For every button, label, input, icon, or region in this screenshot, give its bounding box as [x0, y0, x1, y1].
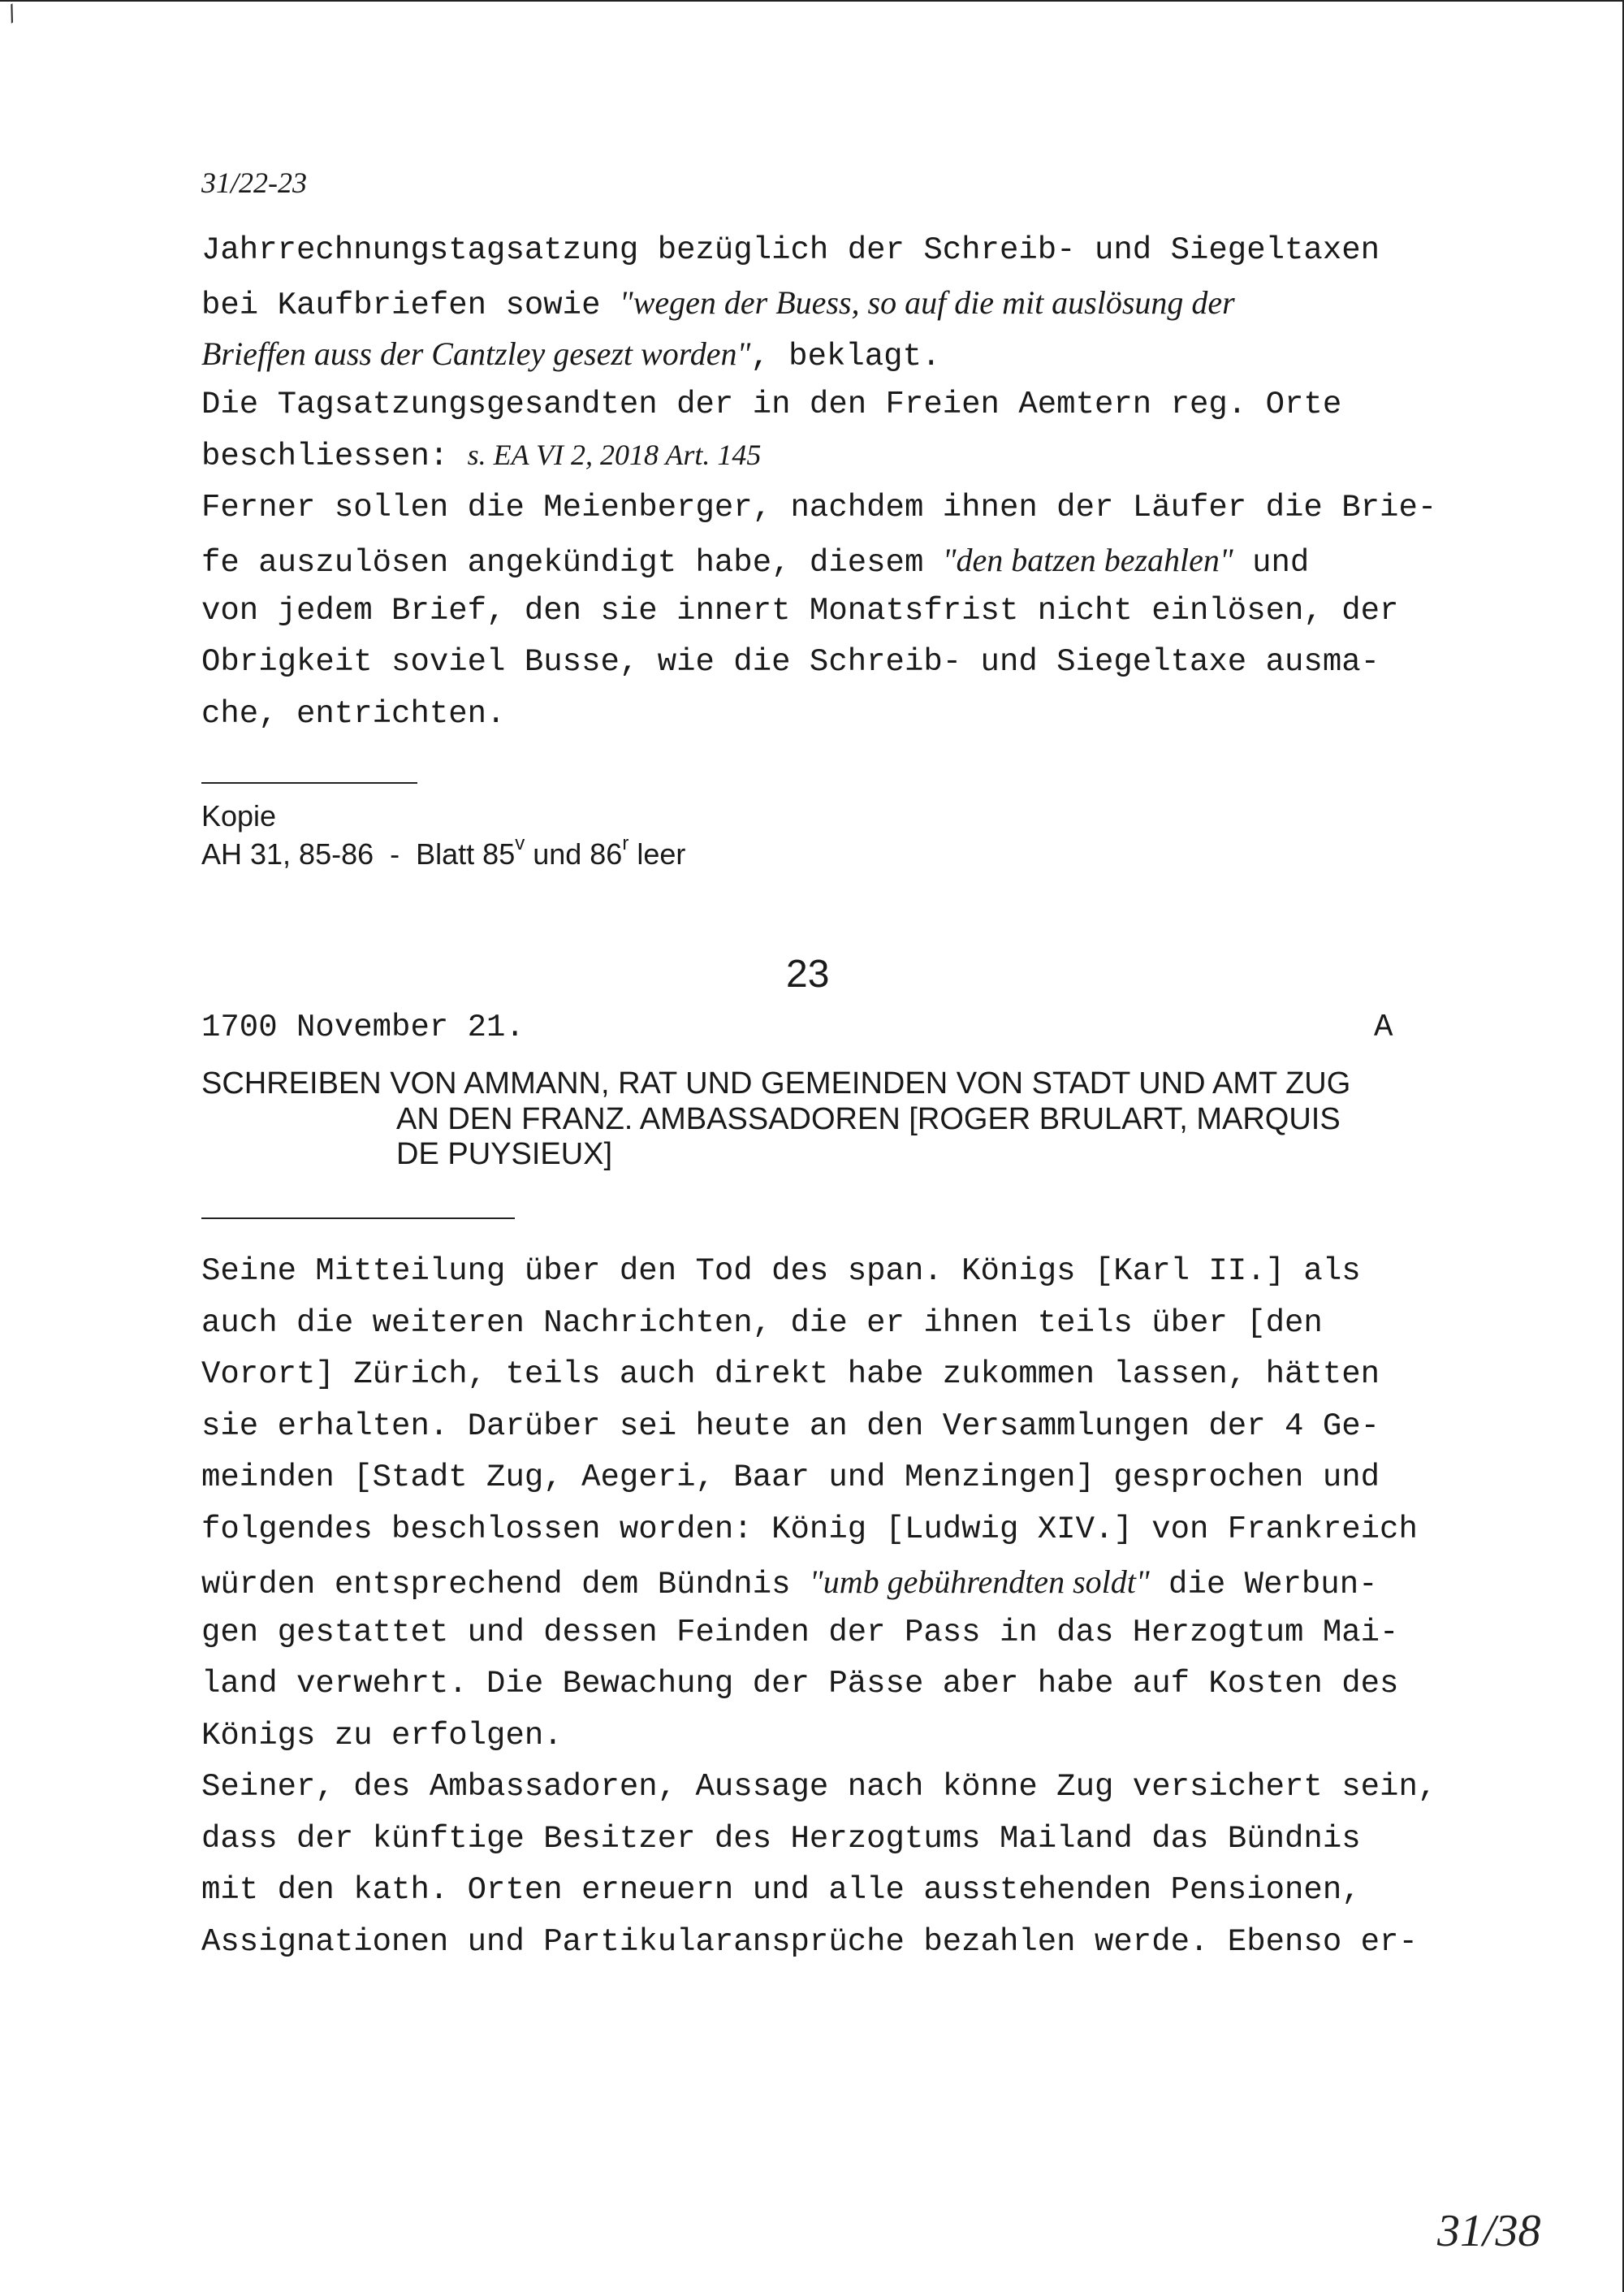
- prev-doc-text-line: che, entrichten.: [201, 696, 506, 732]
- text-segment: würden entsprechend dem Bündnis: [201, 1567, 810, 1602]
- prev-doc-text-line: Obrigkeit soviel Busse, wie die Schreib- und Siegeltaxe ausma-: [201, 644, 1380, 680]
- quoted-text: "wegen der Buess, so auf die mit auslösung der: [619, 284, 1235, 321]
- document-body-line: Königs zu erfolgen.: [201, 1718, 563, 1754]
- document-title-line: SCHREIBEN VON AMMANN, RAT UND GEMEINDEN VON STADT UND AMT ZUG: [201, 1066, 1351, 1101]
- text-segment: die Werbun-: [1149, 1567, 1378, 1602]
- document-body-line: Assignationen und Partikularansprüche bezahlen werde. Ebenso er-: [201, 1924, 1418, 1960]
- document-body-line: Vorort] Zürich, teils auch direkt habe zukommen lassen, hätten: [201, 1356, 1380, 1392]
- text-segment: beschliessen:: [201, 439, 468, 474]
- document-letter: A: [1374, 1010, 1393, 1045]
- document-body-line: dass der künftige Besitzer des Herzogtums Mailand das Bündnis: [201, 1821, 1361, 1857]
- prev-doc-reference: 31/22-23: [201, 166, 307, 199]
- document-body-line: Seine Mitteilung über den Tod des span. Königs [Karl II.] als: [201, 1253, 1361, 1289]
- document-body-line: sie erhalten. Darüber sei heute an den Versammlungen der 4 Ge-: [201, 1408, 1380, 1444]
- prev-doc-text-line: von jedem Brief, den sie innert Monatsfrist nicht einlösen, der: [201, 593, 1399, 629]
- text-segment: und: [1233, 545, 1310, 581]
- text-segment: fe auszulösen angekündigt habe, diesem: [201, 545, 943, 581]
- corner-mark: /: [1, 1, 26, 31]
- document-date: 1700 November 21.: [201, 1010, 525, 1045]
- document-body-line: auch die weiteren Nachrichten, die er ihnen teils über [den: [201, 1305, 1323, 1341]
- prev-doc-text-line: [201, 335, 940, 374]
- quoted-text: "umb gebührendten soldt": [809, 1563, 1150, 1600]
- source-label: Kopie: [201, 799, 277, 832]
- document-title-line: AN DEN FRANZ. AMBASSADOREN [ROGER BRULART, MARQUIS: [396, 1102, 1341, 1136]
- text-segment: , beklagt.: [750, 339, 941, 374]
- document-body-line: meinden [Stadt Zug, Aegeri, Baar und Menzingen] gesprochen und: [201, 1460, 1380, 1495]
- title-divider: [201, 1217, 515, 1219]
- prev-doc-text-line: [201, 283, 1235, 323]
- source-reference: [201, 832, 685, 871]
- footnote-divider: [201, 782, 417, 784]
- quoted-text: "den batzen bezahlen": [942, 542, 1233, 578]
- prev-doc-text-line: [201, 438, 761, 474]
- prev-doc-text-line: Die Tagsatzungsgesandten der in den Freien Aemtern reg. Orte: [201, 387, 1342, 422]
- text-segment: bei Kaufbriefen sowie: [201, 288, 620, 323]
- document-body-line: [201, 1563, 1378, 1602]
- source-ref-text: und 86: [525, 837, 623, 871]
- reference-citation: s. EA VI 2, 2018 Art. 145: [467, 439, 762, 471]
- document-body-line: Seiner, des Ambassadoren, Aussage nach könne Zug versichert sein,: [201, 1769, 1437, 1805]
- source-ref-text: leer: [628, 837, 686, 871]
- document-body-line: land verwehrt. Die Bewachung der Pässe aber habe auf Kosten des: [201, 1666, 1399, 1702]
- document-number: 23: [786, 953, 830, 996]
- document-body-line: gen gestattet und dessen Feinden der Pass in das Herzogtum Mai-: [201, 1615, 1399, 1650]
- document-body-line: mit den kath. Orten erneuern und alle ausstehenden Pensionen,: [201, 1872, 1361, 1908]
- superscript: v: [515, 832, 525, 854]
- prev-doc-text-line: [201, 541, 1309, 581]
- prev-doc-text-line: Ferner sollen die Meienberger, nachdem ihnen der Läufer die Brie-: [201, 490, 1437, 525]
- handwritten-page-number: 31/38: [1437, 2206, 1541, 2256]
- superscript: r: [622, 832, 629, 854]
- source-ref-text: AH 31, 85-86 - Blatt 85: [201, 837, 516, 871]
- document-title-line: DE PUYSIEUX]: [396, 1137, 613, 1171]
- document-body-line: folgendes beschlossen worden: König [Ludwig XIV.] von Frankreich: [201, 1511, 1418, 1547]
- quoted-text: Brieffen auss der Cantzley gesezt worden": [201, 335, 751, 372]
- prev-doc-text-line: Jahrrechnungstagsatzung bezüglich der Schreib- und Siegeltaxen: [201, 232, 1380, 268]
